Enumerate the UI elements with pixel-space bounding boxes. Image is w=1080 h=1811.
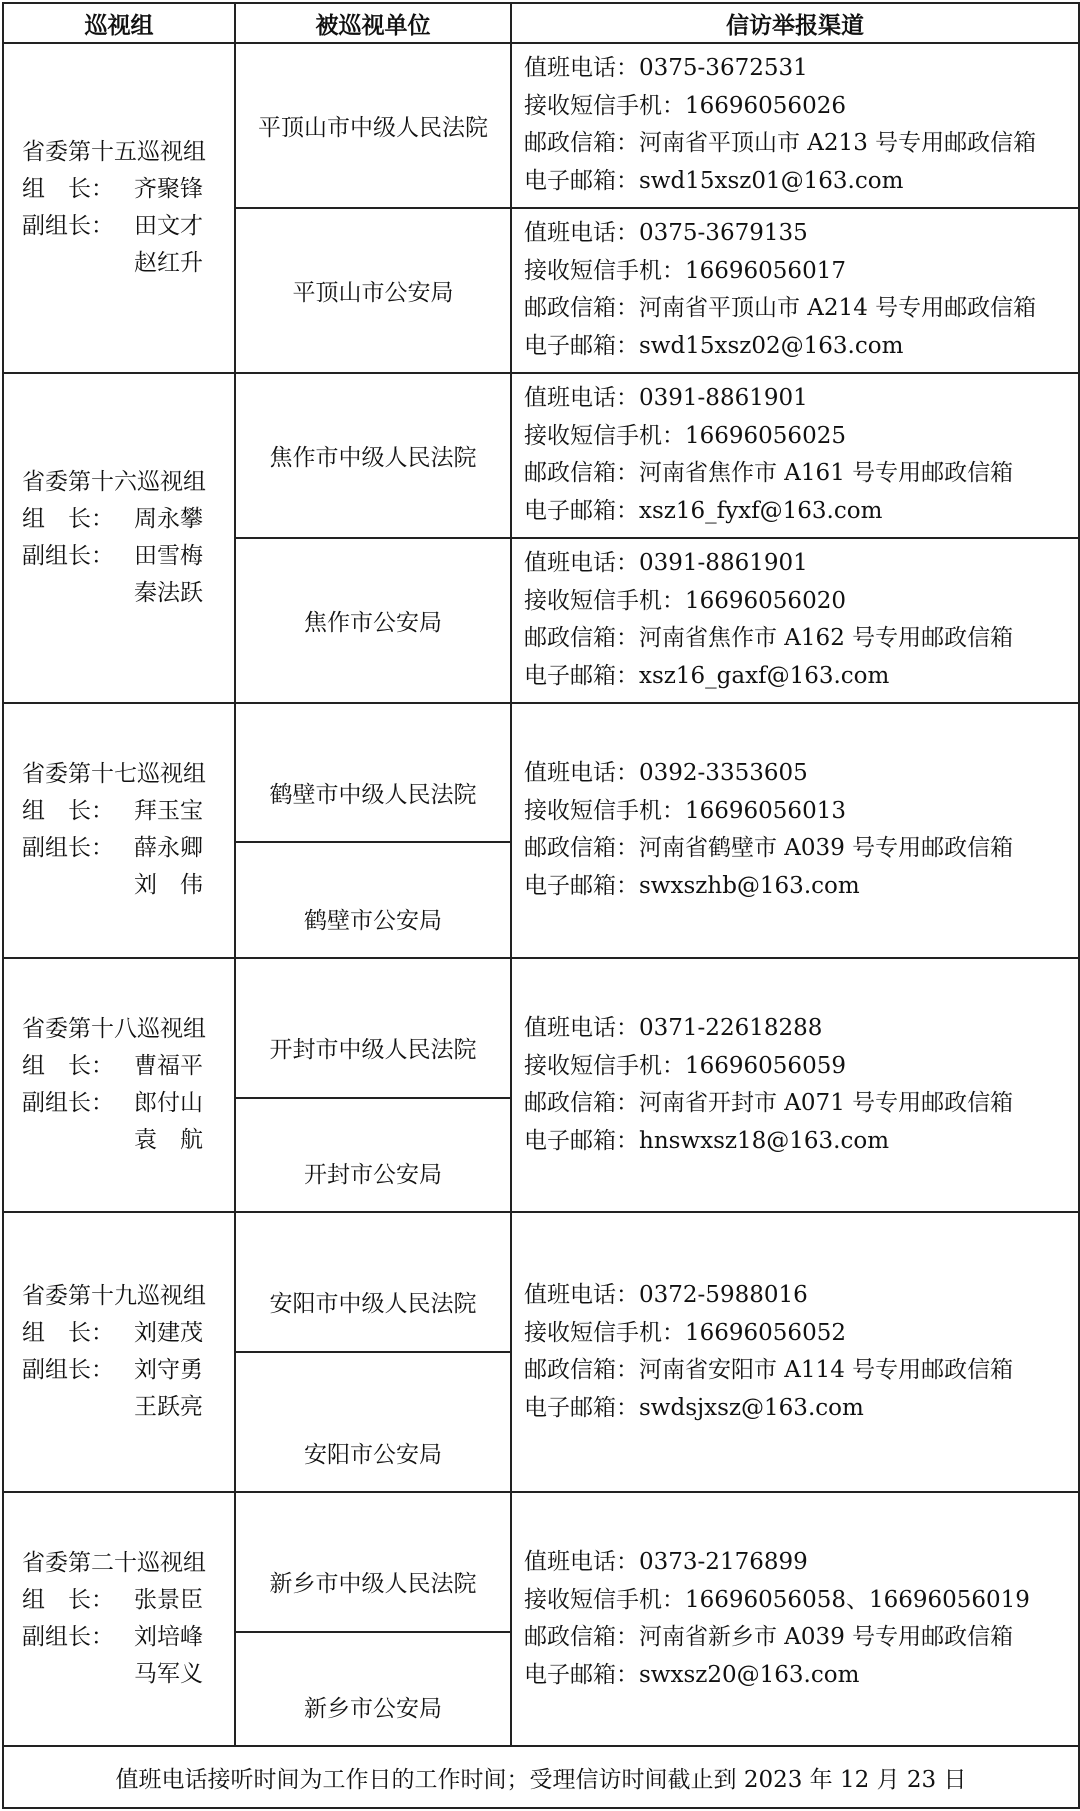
post-line	[524, 1085, 1078, 1123]
table-row	[3, 43, 1079, 208]
deputy-name: 秦法跃	[134, 579, 203, 606]
email-line-label: 电子邮箱：	[524, 1661, 639, 1688]
channel-block	[512, 545, 1078, 695]
group-info	[4, 756, 234, 904]
channel-cell	[511, 373, 1079, 538]
group-info	[4, 464, 234, 612]
deputy-label: 副组长：	[22, 542, 114, 569]
group-info	[4, 1545, 234, 1693]
email-line	[524, 658, 1078, 696]
unit-cell	[235, 1098, 511, 1212]
phone-line-label: 值班电话：	[524, 550, 639, 577]
deputy-name: 郎付山	[134, 1090, 203, 1117]
deputy-name: 马军义	[134, 1661, 203, 1688]
post-line	[524, 1352, 1078, 1390]
sms-line-value: 16696056026	[685, 92, 846, 119]
group-name-text: 省委第十八巡视组	[22, 1016, 206, 1043]
sms-line-value: 16696056017	[685, 257, 846, 284]
channel-cell	[511, 958, 1079, 1212]
sms-line-label: 接收短信手机：	[524, 1586, 685, 1613]
channel-block	[512, 1010, 1078, 1160]
phone-line-label: 值班电话：	[524, 1549, 639, 1576]
deputy-name: 刘守勇	[134, 1357, 203, 1384]
group-info	[4, 134, 234, 282]
leader-name: 刘建茂	[134, 1320, 203, 1347]
channel-block	[512, 50, 1078, 200]
unit-cell	[235, 538, 511, 703]
sms-line-label: 接收短信手机：	[524, 797, 685, 824]
sms-line-value: 16696056020	[685, 587, 846, 614]
group-deputy	[22, 1389, 234, 1426]
unit-name: 鹤壁市中级人民法院	[269, 781, 477, 808]
group-deputy	[22, 830, 234, 867]
leader-label: 组 长：	[22, 175, 114, 202]
email-line	[524, 163, 1078, 201]
phone-line	[524, 545, 1078, 583]
post-line-label: 邮政信箱：	[524, 625, 639, 652]
footer-note: 值班电话接听时间为工作日的工作时间；受理信访时间截止到 2023 年 12 月 23 日	[3, 1746, 1079, 1808]
leader-name: 周永攀	[134, 505, 203, 532]
post-line-label: 邮政信箱：	[524, 835, 639, 862]
email-line	[524, 328, 1078, 366]
channel-cell	[511, 43, 1079, 208]
phone-line	[524, 1544, 1078, 1582]
sms-line	[524, 418, 1078, 456]
unit-cell	[235, 703, 511, 843]
inspection-table	[2, 2, 1080, 1809]
phone-line	[524, 1010, 1078, 1048]
email-line-label: 电子邮箱：	[524, 1127, 639, 1154]
sms-line	[524, 1582, 1078, 1620]
sms-line-label: 接收短信手机：	[524, 587, 685, 614]
sms-line	[524, 88, 1078, 126]
channel-block	[512, 1544, 1078, 1694]
group-leader	[22, 1582, 234, 1619]
header-unit: 被巡视单位	[235, 3, 511, 43]
sms-line	[524, 253, 1078, 291]
post-line-value: 河南省安阳市 A114 号专用邮政信箱	[639, 1357, 1014, 1384]
email-line-label: 电子邮箱：	[524, 332, 639, 359]
leader-label: 组 长：	[22, 1053, 114, 1080]
channel-block	[512, 1277, 1078, 1427]
post-line-value: 河南省平顶山市 A213 号专用邮政信箱	[639, 130, 1037, 157]
phone-line-value: 0373-2176899	[639, 1549, 808, 1576]
phone-line-value: 0392-3353605	[639, 760, 808, 787]
unit-cell	[235, 43, 511, 208]
channel-block	[512, 380, 1078, 530]
unit-name: 平顶山市公安局	[292, 279, 454, 306]
phone-line-value: 0375-3679135	[639, 220, 808, 247]
unit-cell	[235, 842, 511, 958]
unit-name: 新乡市公安局	[304, 1696, 442, 1722]
deputy-label	[22, 245, 134, 282]
deputy-label	[22, 867, 134, 904]
group-deputy	[22, 1085, 234, 1122]
phone-line-value: 0372-5988016	[639, 1282, 808, 1309]
post-line-label: 邮政信箱：	[524, 1357, 639, 1384]
deputy-name: 刘 伟	[134, 872, 203, 899]
unit-name: 安阳市中级人民法院	[269, 1291, 477, 1318]
leader-name: 齐聚锋	[134, 175, 203, 202]
unit-name: 开封市公安局	[304, 1162, 442, 1189]
sms-line-label: 接收短信手机：	[524, 92, 685, 119]
email-line	[524, 1657, 1078, 1695]
unit-name: 焦作市公安局	[304, 609, 442, 636]
post-line	[524, 1619, 1078, 1657]
email-line-value: xsz16_fyxf@163.com	[639, 497, 883, 524]
phone-line-label: 值班电话：	[524, 1015, 639, 1042]
email-line-value: swd15xsz02@163.com	[639, 332, 904, 359]
group-leader	[22, 171, 234, 208]
group-deputy	[22, 1352, 234, 1389]
channel-cell	[511, 538, 1079, 703]
header-channel: 信访举报渠道	[511, 3, 1079, 43]
leader-name: 拜玉宝	[134, 798, 203, 825]
deputy-label: 副组长：	[22, 1624, 114, 1651]
unit-cell	[235, 958, 511, 1098]
post-line	[524, 455, 1078, 493]
group-leader	[22, 1048, 234, 1085]
unit-name: 新乡市中级人民法院	[269, 1571, 477, 1598]
sms-line-value: 16696056052	[685, 1319, 846, 1346]
phone-line	[524, 1277, 1078, 1315]
group-name-text: 省委第二十巡视组	[22, 1550, 206, 1577]
deputy-label	[22, 1389, 134, 1426]
sms-line	[524, 583, 1078, 621]
sms-line	[524, 1315, 1078, 1353]
email-line-label: 电子邮箱：	[524, 872, 639, 899]
group-deputy	[22, 208, 234, 245]
deputy-label: 副组长：	[22, 1090, 114, 1117]
unit-cell	[235, 373, 511, 538]
header-group: 巡视组	[3, 3, 235, 43]
deputy-name: 田雪梅	[134, 542, 203, 569]
table-row	[3, 373, 1079, 538]
post-line-value: 河南省平顶山市 A214 号专用邮政信箱	[639, 295, 1037, 322]
phone-line-value: 0375-3672531	[639, 55, 808, 82]
header-row	[3, 3, 1079, 43]
phone-line-label: 值班电话：	[524, 760, 639, 787]
group-name	[22, 756, 234, 793]
channel-block	[512, 215, 1078, 365]
phone-line-value: 0371-22618288	[639, 1015, 823, 1042]
leader-label: 组 长：	[22, 1320, 114, 1347]
post-line-value: 河南省开封市 A071 号专用邮政信箱	[639, 1090, 1014, 1117]
phone-line	[524, 755, 1078, 793]
group-cell	[3, 703, 235, 959]
post-line-label: 邮政信箱：	[524, 1090, 639, 1117]
group-name	[22, 1278, 234, 1315]
group-name-text: 省委第十六巡视组	[22, 468, 206, 495]
deputy-label	[22, 575, 134, 612]
sms-line	[524, 1048, 1078, 1086]
sms-line	[524, 793, 1078, 831]
email-line	[524, 1390, 1078, 1428]
unit-name: 鹤壁市公安局	[304, 908, 442, 935]
deputy-name: 田文才	[134, 212, 203, 239]
table-row	[3, 958, 1079, 1098]
deputy-name: 刘培峰	[134, 1624, 203, 1651]
group-deputy	[22, 1122, 234, 1159]
leader-name: 曹福平	[134, 1053, 203, 1080]
email-line-value: swxszhb@163.com	[639, 872, 860, 899]
table-row	[3, 703, 1079, 843]
group-info	[4, 1011, 234, 1159]
group-leader	[22, 793, 234, 830]
sms-line-label: 接收短信手机：	[524, 1052, 685, 1079]
post-line-value: 河南省焦作市 A162 号专用邮政信箱	[639, 625, 1014, 652]
unit-name: 焦作市中级人民法院	[269, 444, 477, 471]
email-line-label: 电子邮箱：	[524, 167, 639, 194]
email-line-value: xsz16_gaxf@163.com	[639, 662, 890, 689]
channel-cell	[511, 1212, 1079, 1492]
deputy-label: 副组长：	[22, 1357, 114, 1384]
leader-label: 组 长：	[22, 505, 114, 532]
sms-line-value: 16696056058、16696056019	[685, 1586, 1030, 1613]
unit-name: 开封市中级人民法院	[269, 1037, 477, 1064]
group-cell	[3, 373, 235, 703]
email-line-label: 电子邮箱：	[524, 497, 639, 524]
sms-line-value: 16696056013	[685, 797, 846, 824]
phone-line-label: 值班电话：	[524, 1282, 639, 1309]
sms-line-label: 接收短信手机：	[524, 422, 685, 449]
table-body	[3, 43, 1079, 1746]
sms-line-label: 接收短信手机：	[524, 1319, 685, 1346]
deputy-name: 赵红升	[134, 249, 203, 276]
sms-line-value: 16696056059	[685, 1052, 846, 1079]
post-line	[524, 290, 1078, 328]
phone-line-label: 值班电话：	[524, 220, 639, 247]
unit-cell	[235, 1212, 511, 1352]
group-cell	[3, 43, 235, 373]
deputy-label: 副组长：	[22, 835, 114, 862]
email-line-value: swdsjxsz@163.com	[639, 1394, 864, 1421]
phone-line-value: 0391-8861901	[639, 550, 808, 577]
channel-cell	[511, 1492, 1079, 1746]
deputy-label: 副组长：	[22, 212, 114, 239]
unit-cell	[235, 1352, 511, 1492]
post-line-value: 河南省鹤壁市 A039 号专用邮政信箱	[639, 835, 1014, 862]
deputy-name: 王跃亮	[134, 1394, 203, 1421]
post-line-label: 邮政信箱：	[524, 1624, 639, 1651]
sms-line-label: 接收短信手机：	[524, 257, 685, 284]
email-line	[524, 1123, 1078, 1161]
phone-line-label: 值班电话：	[524, 55, 639, 82]
group-deputy	[22, 1619, 234, 1656]
group-leader	[22, 501, 234, 538]
group-deputy	[22, 1656, 234, 1693]
group-name-text: 省委第十五巡视组	[22, 138, 206, 165]
group-name	[22, 1011, 234, 1048]
phone-line	[524, 50, 1078, 88]
post-line-value: 河南省焦作市 A161 号专用邮政信箱	[639, 460, 1014, 487]
post-line	[524, 830, 1078, 868]
post-line	[524, 620, 1078, 658]
group-cell	[3, 1212, 235, 1492]
email-line-label: 电子邮箱：	[524, 1394, 639, 1421]
group-name	[22, 134, 234, 171]
phone-line	[524, 380, 1078, 418]
deputy-name: 袁 航	[134, 1127, 203, 1154]
phone-line-label: 值班电话：	[524, 385, 639, 412]
leader-name: 张景臣	[134, 1587, 203, 1614]
group-name-text: 省委第十九巡视组	[22, 1283, 206, 1310]
phone-line	[524, 215, 1078, 253]
channel-cell	[511, 703, 1079, 959]
unit-cell	[235, 1632, 511, 1746]
group-deputy	[22, 575, 234, 612]
group-deputy	[22, 245, 234, 282]
post-line	[524, 125, 1078, 163]
group-info	[4, 1278, 234, 1426]
post-line-label: 邮政信箱：	[524, 130, 639, 157]
email-line-value: swd15xsz01@163.com	[639, 167, 904, 194]
group-cell	[3, 1492, 235, 1746]
group-leader	[22, 1315, 234, 1352]
phone-line-value: 0391-8861901	[639, 385, 808, 412]
email-line-label: 电子邮箱：	[524, 662, 639, 689]
group-deputy	[22, 538, 234, 575]
email-line-value: swxsz20@163.com	[639, 1661, 860, 1688]
deputy-label	[22, 1656, 134, 1693]
group-deputy	[22, 867, 234, 904]
unit-cell	[235, 1492, 511, 1632]
group-name	[22, 1545, 234, 1582]
channel-cell	[511, 208, 1079, 373]
post-line-label: 邮政信箱：	[524, 295, 639, 322]
unit-cell	[235, 208, 511, 373]
group-name-text: 省委第十七巡视组	[22, 761, 206, 788]
email-line-value: hnswxsz18@163.com	[639, 1127, 890, 1154]
leader-label: 组 长：	[22, 1587, 114, 1614]
post-line-value: 河南省新乡市 A039 号专用邮政信箱	[639, 1624, 1014, 1651]
channel-block	[512, 755, 1078, 905]
group-cell	[3, 958, 235, 1212]
unit-name: 安阳市公安局	[304, 1442, 442, 1469]
deputy-name: 薛永卿	[134, 835, 203, 862]
footer-row	[3, 1746, 1079, 1808]
post-line-label: 邮政信箱：	[524, 460, 639, 487]
email-line	[524, 493, 1078, 531]
leader-label: 组 长：	[22, 798, 114, 825]
table-row	[3, 1212, 1079, 1352]
unit-name: 平顶山市中级人民法院	[258, 114, 488, 141]
table-row	[3, 1492, 1079, 1632]
sms-line-value: 16696056025	[685, 422, 846, 449]
deputy-label	[22, 1122, 134, 1159]
group-name	[22, 464, 234, 501]
email-line	[524, 868, 1078, 906]
